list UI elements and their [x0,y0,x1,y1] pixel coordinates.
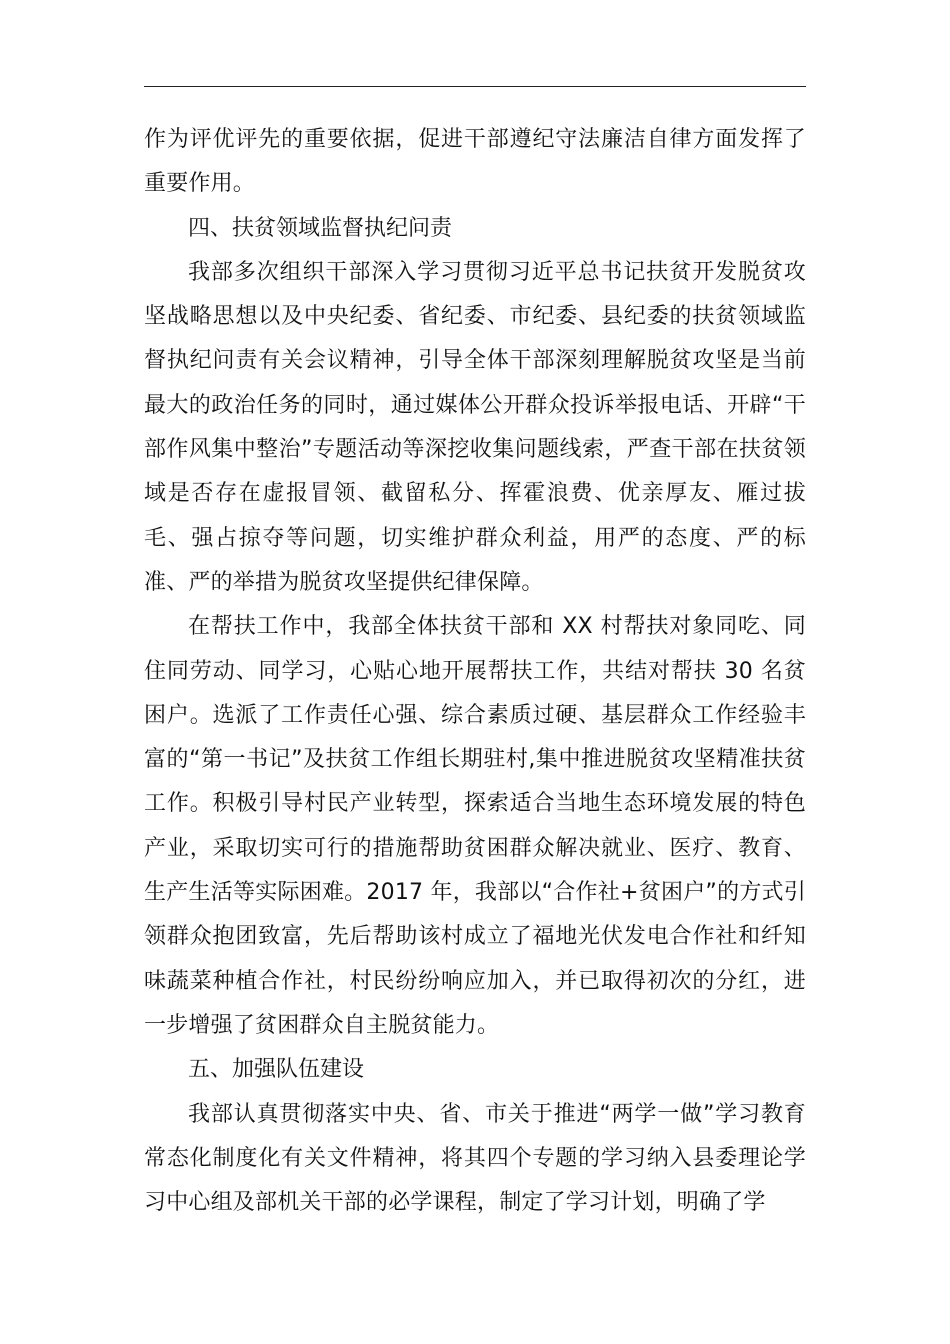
paragraph-assistance-work: 在帮扶工作中，我部全体扶贫干部和 XX 村帮扶对象同吃、同住同劳动、同学习，心贴心地开展帮扶工作，共结对帮扶 30 名贫困户。选派了工作责任心强、综合素质过硬、基层群众工作经验丰富的“第一书记”及扶贫工作组长期驻村,集中推进脱贫攻坚精准扶贫工作。积极引导村民产业转型，探索适合当地生态环境发展的特色产业，采取切实可行的措施帮助贫困群众解决就业、医疗、教育、生产生活等实际困难。2017 年，我部以“合作社+贫困户”的方式引领群众抱团致富，先后帮助该村成立了福地光伏发电合作社和纤知味蔬菜种植合作社，村民纷纷响应加入，并已取得初次的分红，进一步增强了贫困群众自主脱贫能力。 [144,614,806,1038]
section-heading-4: 四、扶贫领域监督执纪问责 [188,215,453,241]
paragraph-team-building: 我部认真贯彻落实中央、省、市关于推进“两学一做”学习教育常态化制度化有关文件精神，将其四个专题的学习纳入县委理论学习中心组及部机关干部的必学课程，制定了学习计划，明确了学 [144,1101,806,1216]
header-rule [144,86,806,87]
document-body [144,118,806,1225]
paragraph-poverty-supervision: 我部多次组织干部深入学习贯彻习近平总书记扶贫开发脱贫攻坚战略思想以及中央纪委、省纪委、市纪委、县纪委的扶贫领域监督执纪问责有关会议精神，引导全体干部深刻理解脱贫攻坚是当前最大的政治任务的同时，通过媒体公开群众投诉举报电话、开辟“干部作风集中整治”专题活动等深挖收集问题线索，严查干部在扶贫领域是否存在虚报冒领、截留私分、挥霍浪费、优亲厚友、雁过拔毛、强占掠夺等问题，切实维护群众利益，用严的态度、严的标准、严的举措为脱贫攻坚提供纪律保障。 [144,259,806,595]
paragraph-continuation: 作为评优评先的重要依据，促进干部遵纪守法廉洁自律方面发挥了重要作用。 [144,127,806,197]
section-heading-5: 五、加强队伍建设 [188,1057,365,1083]
